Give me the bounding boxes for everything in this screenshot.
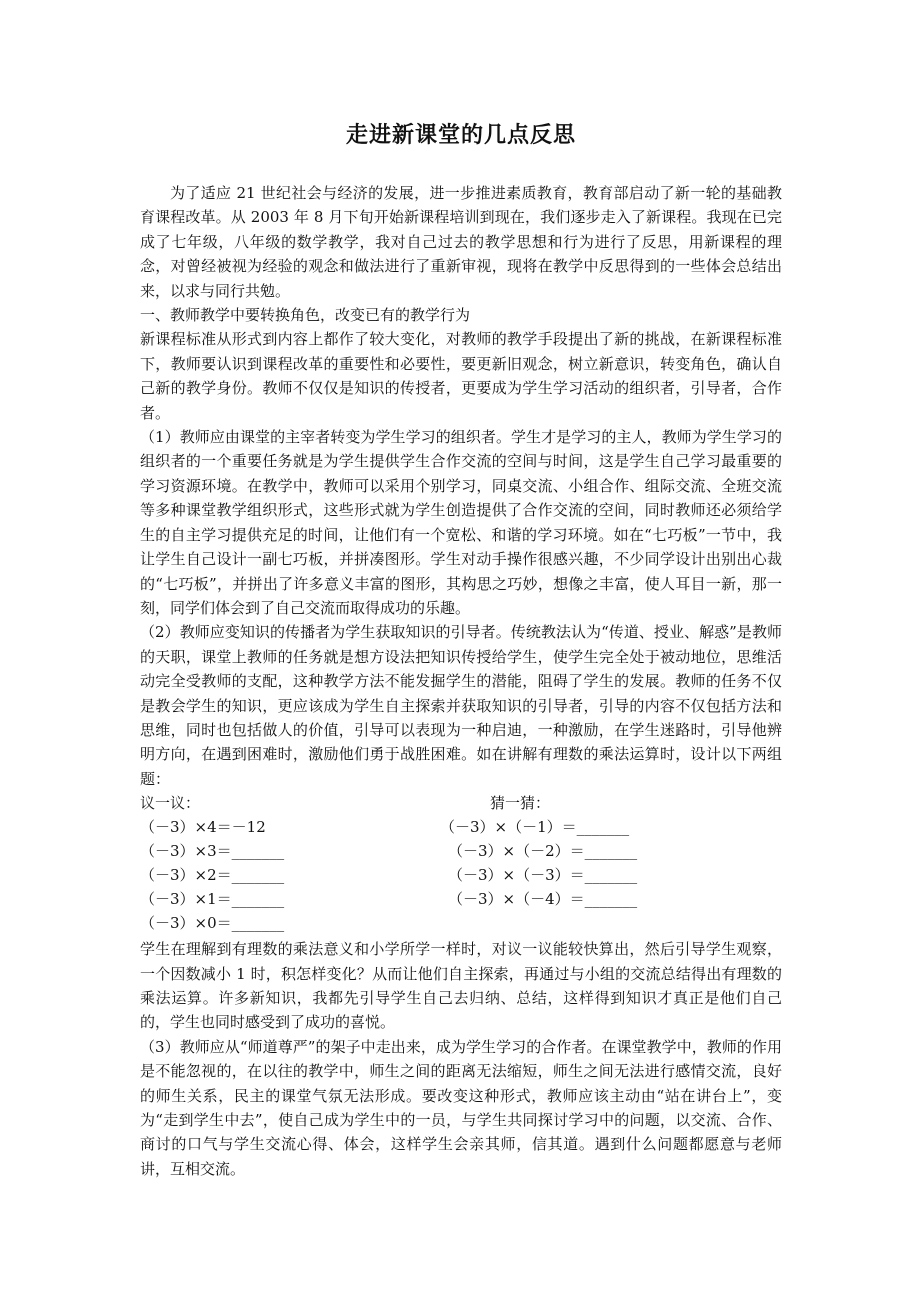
exercise-right-item: （－3）×（－3）＝_______ [448, 866, 638, 885]
document-page [140, 118, 782, 1181]
exercise-right-item: （－3）×（－1）＝_______ [440, 818, 630, 837]
exercise-left-item: （－3）×0＝_______ [140, 914, 285, 933]
section-1-body: 新课程标准从形式到内容上都作了较大变化，对教师的教学手段提出了新的挑战，在新课程标准下，教师要认识到课程改革的重要性和必要性，要更新旧观念，树立新意识，转变角色，确认自己新的教学身份。教师不仅仅是知识的传授者，更要成为学生学习活动的组织者，引导者，合作者。 [140, 330, 782, 422]
exercise-left-item: （－3）×1＝_______ [140, 890, 285, 909]
intro-paragraph: 为了适应 21 世纪社会与经济的发展，进一步推进素质教育，教育部启动了新一轮的基础教育课程改革。从 2003 年 8 月下旬开始新课程培训到现在，我们逐步走入了新课程。我现在已完成了七年级，八年级的数学教学，我对自己过去的教学思想和行为进行了反思，用新课程的理念，对曾经被视为经验的观念和做法进行了重新审视，现将在教学中反思得到的一些体会总结出来，以求与同行共勉。 [140, 184, 782, 300]
exercise-right-heading: 猜一猜： [490, 794, 551, 813]
document-title: 走进新课堂的几点反思 [345, 123, 576, 148]
point-1-paragraph: （1）教师应由课堂的主宰者转变为学生学习的组织者。学生才是学习的主人，教师为学生学习的组织者的一个重要任务就是为学生提供学生合作交流的空间与时间，这是学生自己学习最重要的学习资源环境。在教学中，教师可以采用个别学习，同桌交流、小组合作、组际交流、全班交流等多种课堂教学组织形式，这些形式就为学生创造提供了合作交流的空间，同时教师还必须给学生的自主学习提供充足的时间，让他们有一个宽松、和谐的学习环境。如在“七巧板”一节中，我让学生自己设计一副七巧板，并拼凑图形。学生对动手操作很感兴趣，不少同学设计出别出心裁的“七巧板”，并拼出了许多意义丰富的图形，其构思之巧妙，想像之丰富，使人耳目一新，那一刻，同学们体会到了自己交流而取得成功的乐趣。 [140, 428, 782, 617]
exercise-left-item: （－3）×4＝－12 [140, 818, 266, 837]
point-2-paragraph: （2）教师应变知识的传播者为学生获取知识的引导者。传统教法认为“传道、授业、解惑”是教师的天职，课堂上教师的任务就是想方设法把知识传授给学生，使学生完全处于被动地位，思维活动完全受教师的支配，这种教学方法不能发掘学生的潜能，阻碍了学生的发展。教师的任务不仅是教会学生的知识，更应该成为学生自主探索并获取知识的引导者，引导的内容不仅包括方法和思维，同时也包括做人的价值，引导可以表现为一种启迪，一种激励，在学生迷路时，引导他辨明方向，在遇到困难时，激励他们勇于战胜困难。如在讲解有理数的乘法运算时，设计以下两组题： [140, 623, 782, 788]
section-1-heading: 一、教师教学中要转换角色，改变已有的教学行为 [140, 306, 471, 325]
exercise-left-item: （－3）×3＝_______ [140, 842, 285, 861]
exercise-right-item: （－3）×（－2）＝_______ [448, 842, 638, 861]
after-exercise-paragraph: 学生在理解到有理数的乘法意义和小学所学一样时，对议一议能较快算出，然后引导学生观察，一个因数减小 1 时，积怎样变化？从而让他们自主探索，再通过与小组的交流总结得出有理数的乘法运算。许多新知识，我都先引导学生自己去归纳、总结，这样得到知识才真正是他们自己的，学生也同时感受到了成功的喜悦。 [140, 940, 782, 1032]
exercise-block [140, 791, 782, 933]
exercise-left-heading: 议一议： [140, 794, 201, 813]
point-3-paragraph: （3）教师应从“师道尊严”的架子中走出来，成为学生学习的合作者。在课堂教学中，教师的作用是不能忽视的，在以往的教学中，师生之间的距离无法缩短，师生之间无法进行感情交流，良好的师生关系，民主的课堂气氛无法形成。要改变这种形式，教师应该主动由“站在讲台上”，变为“走到学生中去”，使自己成为学生中的一员，与学生共同探讨学习中的问题，以交流、合作、商讨的口气与学生交流心得、体会，这样学生会亲其师，信其道。遇到什么问题都愿意与老师讲，互相交流。 [140, 1037, 782, 1178]
exercise-right-item: （－3）×（－4）＝_______ [448, 890, 638, 909]
exercise-left-item: （－3）×2＝_______ [140, 866, 285, 885]
